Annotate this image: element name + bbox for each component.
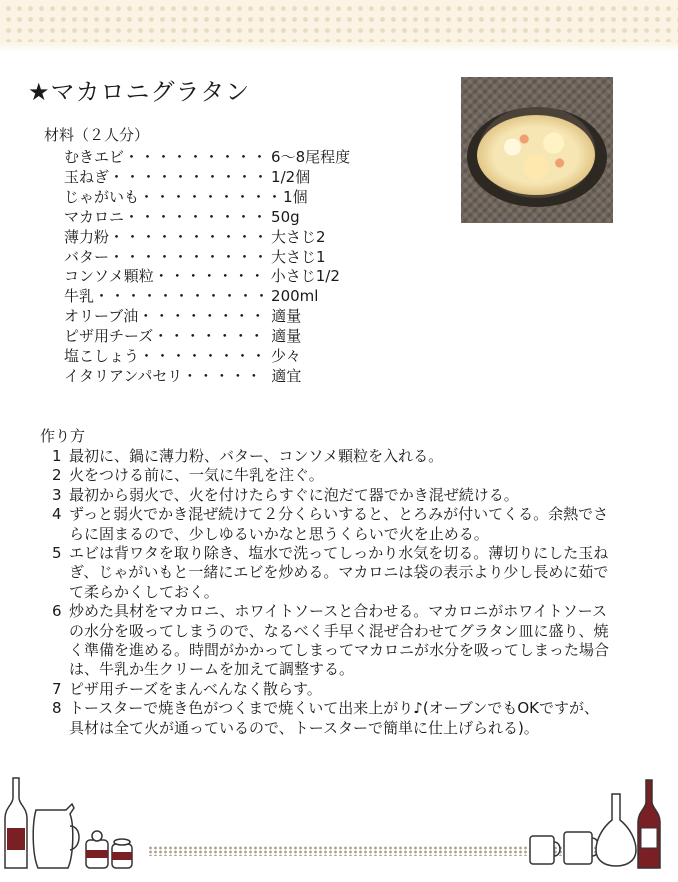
ingredient-name: ピザ用チーズ	[64, 327, 154, 346]
step-text: 火をつける前に、一気に牛乳を注ぐ。	[69, 466, 324, 485]
ingredient-amount: 適量	[271, 327, 302, 346]
step-text: ピザ用チーズをまんべんなく散らす。	[69, 679, 322, 698]
step-text: 最初に、鍋に薄力粉、バター、コンソメ顆粒を入れる。	[69, 447, 444, 465]
ingredient-list	[64, 148, 350, 387]
ingredient-row	[64, 287, 350, 307]
ingredient-name: じゃがいも	[64, 187, 140, 206]
small-jar-icon	[86, 831, 108, 868]
ingredient-leader-dots: ・・・・・・・・・	[124, 207, 269, 226]
ingredient-row	[64, 267, 350, 287]
step-text: エビは背ワタを取り除き、塩水で洗ってしっかり水気を切る。薄切りにした玉ねぎ、じゃがいもと一緒にエビを炒める。マカロニは袋の表示より少し長めに茹でて柔らかくしておく。	[69, 544, 609, 601]
ingredient-row	[64, 327, 350, 347]
ingredient-name: バター	[64, 247, 110, 266]
spice-jar-icon	[112, 839, 132, 868]
ingredient-leader-dots: ・・・・・・・・・・	[109, 167, 270, 186]
ingredient-amount: 適宜	[271, 366, 302, 385]
ingredient-row	[64, 307, 350, 327]
ingredient-amount: 200ml	[271, 287, 319, 306]
step-number: 7	[52, 679, 62, 698]
method-step	[52, 544, 612, 602]
ingredient-row	[64, 228, 350, 248]
ingredient-row	[64, 188, 350, 208]
top-decorative-border	[0, 0, 678, 52]
method-step	[52, 505, 612, 544]
ingredient-name: むきエビ	[64, 148, 125, 166]
ingredient-leader-dots: ・・・・・・・・・	[139, 187, 284, 206]
method-heading: 作り方	[40, 427, 86, 445]
method-step	[52, 680, 612, 699]
pitcher-icon	[33, 804, 79, 868]
ingredient-name: 玉ねぎ	[64, 167, 110, 186]
ingredient-name: オリーブ油	[64, 307, 139, 326]
baked-gratin	[477, 115, 595, 195]
method-step	[52, 466, 612, 485]
step-number: 1	[52, 447, 62, 465]
ingredient-amount: 小さじ1/2	[270, 267, 340, 286]
ingredient-name: イタリアンパセリ	[64, 366, 183, 385]
ingredient-leader-dots: ・・・・・・・・・・	[109, 227, 270, 246]
recipe-title: ★マカロニグラタン	[28, 78, 251, 106]
step-number: 3	[52, 485, 62, 504]
ingredient-name: マカロニ	[64, 207, 125, 226]
ingredient-row	[64, 347, 350, 367]
ingredient-name: 塩こしょう	[64, 347, 140, 366]
ingredient-amount: 少々	[271, 347, 302, 366]
ingredient-leader-dots: ・・・・・・・・・	[124, 148, 269, 166]
ingredient-amount: 6～8尾程度	[271, 148, 351, 166]
wine-bottle-icon	[638, 780, 660, 868]
method-step	[52, 602, 612, 680]
ingredient-row	[64, 248, 350, 268]
ingredient-leader-dots: ・・・・・・・	[153, 267, 266, 286]
ingredient-row	[64, 367, 350, 387]
gratin-photo	[461, 77, 613, 223]
method-step	[52, 447, 612, 466]
step-number: 5	[52, 544, 62, 563]
ingredient-amount: 大さじ2	[271, 227, 326, 246]
method-step	[52, 486, 612, 505]
ingredient-amount: 1/2個	[271, 167, 311, 186]
method-step	[52, 699, 612, 738]
step-number: 4	[52, 505, 62, 524]
ingredient-amount: 適量	[271, 307, 302, 326]
decanter-icon	[596, 794, 636, 866]
step-text: トースターで焼き色がつくまで焼くいて出来上がり♪(オーブンでもOKですが、具材は全て火が通っているので、トースターで簡単に仕上げられる)。	[69, 699, 599, 737]
step-number: 6	[52, 602, 62, 621]
step-text: 炒めた具材をマカロニ、ホワイトソースと合わせる。マカロニがホワイトソースの水分を吸ってしまうので、なるべく手早く混ぜ合わせてグラタン皿に盛り、焼く準備を進める。時間がかかってしまってマカロニが水分を吸ってしまった場合は、牛乳か生クリームを加えて調整する。	[69, 602, 610, 679]
wine-bottle-icon	[5, 778, 27, 868]
step-text: ずっと弱火でかき混ぜ続けて２分くらいすると、とろみが付いてくる。余熱でさらに固まるので、少しゆるいかなと思うくらいで火を止める。	[69, 505, 609, 543]
step-text: 最初から弱火で、火を付けたらすぐに泡だて器でかき混ぜ続ける。	[69, 485, 519, 504]
ingredient-leader-dots: ・・・・・・・	[153, 327, 266, 346]
ingredient-row	[64, 168, 350, 188]
ingredient-row	[64, 148, 350, 168]
ingredient-amount: 大さじ1	[271, 247, 326, 266]
step-number: 8	[52, 699, 62, 718]
method-step-list	[52, 447, 612, 738]
ingredient-leader-dots: ・・・・・・・・	[138, 307, 267, 326]
ingredient-leader-dots: ・・・・・	[182, 366, 263, 385]
ingredient-name: コンソメ顆粒	[64, 267, 154, 286]
ingredients-heading: 材料（２人分）	[44, 126, 150, 144]
ingredient-name: 薄力粉	[64, 227, 110, 246]
coffee-cup-icon	[530, 836, 560, 864]
ingredient-row	[64, 208, 350, 228]
ingredient-amount: 50g	[271, 207, 300, 226]
left-kitchenware-illustration	[0, 770, 150, 882]
mug-icon	[564, 832, 599, 864]
ingredient-leader-dots: ・・・・・・・・	[139, 347, 268, 366]
ingredient-leader-dots: ・・・・・・・・・・・	[94, 287, 271, 306]
ingredient-amount: 1個	[283, 187, 308, 206]
ingredient-leader-dots: ・・・・・・・・・・	[109, 247, 270, 266]
right-kitchenware-illustration	[520, 770, 678, 882]
ingredient-name: 牛乳	[64, 287, 95, 306]
step-number: 2	[52, 466, 62, 485]
